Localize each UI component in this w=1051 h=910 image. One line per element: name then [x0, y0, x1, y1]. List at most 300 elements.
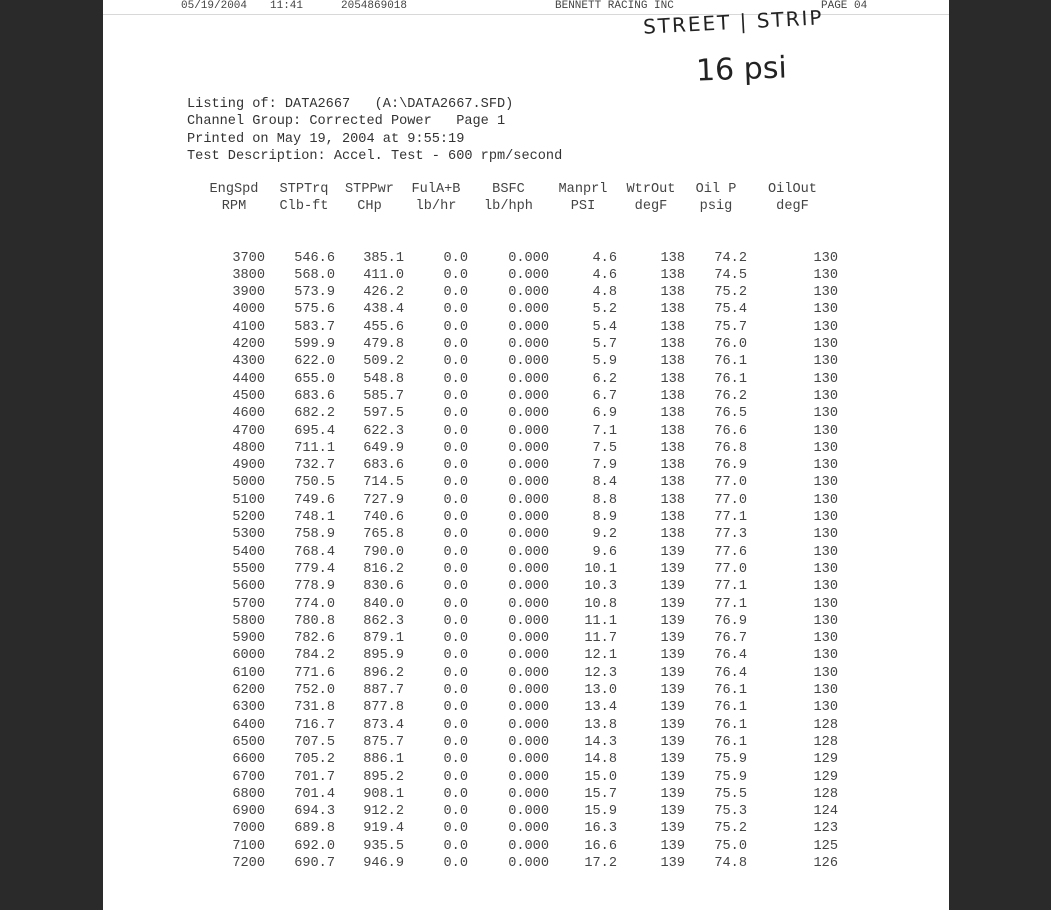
table-cell: 748.1	[294, 510, 335, 526]
table-cell: 138	[660, 285, 685, 301]
fax-time: 11:41	[270, 0, 304, 12]
table-row	[195, 838, 838, 855]
table-row	[195, 630, 838, 647]
table-cell: 6.7	[592, 388, 617, 404]
table-cell: 130	[813, 371, 838, 387]
table-cell: 714.5	[363, 475, 404, 491]
table-cell: 5.2	[592, 302, 617, 318]
table-cell: 0.000	[508, 250, 549, 266]
table-cell: 0.000	[508, 648, 549, 664]
table-cell: 0.0	[443, 838, 468, 854]
table-cell: 75.5	[714, 786, 747, 802]
table-cell: 0.000	[508, 354, 549, 370]
table-cell: 76.9	[714, 613, 747, 629]
table-cell: 0.0	[443, 544, 468, 560]
table-cell: 385.1	[363, 250, 404, 266]
table-cell: 0.0	[443, 683, 468, 699]
table-cell: 139	[660, 717, 685, 733]
table-cell: 6.2	[592, 371, 617, 387]
table-cell: 12.3	[584, 665, 617, 681]
channel-group-line: Channel Group: Corrected Power Page 1	[187, 114, 506, 130]
table-row	[195, 665, 838, 682]
table-cell: 75.2	[714, 285, 747, 301]
table-cell: 0.000	[508, 492, 549, 508]
table-cell: 774.0	[294, 596, 335, 612]
dyno-data-table	[195, 181, 838, 872]
table-cell: 5.9	[592, 354, 617, 370]
table-cell: 705.2	[294, 752, 335, 768]
table-cell: 7200	[232, 855, 265, 871]
table-cell: 130	[813, 319, 838, 335]
table-cell: 0.000	[508, 717, 549, 733]
table-cell: 5.7	[592, 337, 617, 353]
table-cell: 0.000	[508, 285, 549, 301]
table-cell: 16.6	[584, 838, 617, 854]
table-cell: 411.0	[363, 267, 404, 283]
table-cell: 130	[813, 510, 838, 526]
table-cell: 138	[660, 337, 685, 353]
table-row	[195, 717, 838, 734]
table-cell: 139	[660, 665, 685, 681]
table-cell: 707.5	[294, 734, 335, 750]
table-cell: 130	[813, 579, 838, 595]
table-row	[195, 423, 838, 440]
table-cell: 12.1	[584, 648, 617, 664]
table-cell: 0.000	[508, 855, 549, 871]
table-cell: 130	[813, 613, 838, 629]
table-cell: 139	[660, 544, 685, 560]
table-cell: 0.0	[443, 613, 468, 629]
table-cell: 0.0	[443, 440, 468, 456]
table-cell: 701.7	[294, 769, 335, 785]
table-cell: 139	[660, 596, 685, 612]
table-cell: 139	[660, 769, 685, 785]
table-cell: 76.4	[714, 648, 747, 664]
table-cell: 426.2	[363, 285, 404, 301]
table-cell: 946.9	[363, 855, 404, 871]
table-body	[195, 250, 838, 873]
table-cell: 695.4	[294, 423, 335, 439]
table-row	[195, 786, 838, 803]
listing-info	[187, 96, 562, 165]
table-cell: 130	[813, 337, 838, 353]
table-cell: 138	[660, 475, 685, 491]
table-cell: 896.2	[363, 665, 404, 681]
table-cell: 130	[813, 665, 838, 681]
table-cell: 76.4	[714, 665, 747, 681]
table-cell: 0.000	[508, 613, 549, 629]
table-cell: 139	[660, 752, 685, 768]
table-row	[195, 336, 838, 353]
table-cell: 130	[813, 492, 838, 508]
table-cell: 77.1	[714, 596, 747, 612]
table-cell: 0.000	[508, 700, 549, 716]
table-cell: 139	[660, 579, 685, 595]
table-row	[195, 474, 838, 491]
table-cell: 912.2	[363, 804, 404, 820]
table-cell: 76.1	[714, 354, 747, 370]
table-cell: 790.0	[363, 544, 404, 560]
table-cell: 873.4	[363, 717, 404, 733]
table-cell: 0.0	[443, 804, 468, 820]
table-cell: 130	[813, 631, 838, 647]
table-cell: 130	[813, 388, 838, 404]
fax-page: PAGE 04	[821, 0, 868, 12]
table-cell: 875.7	[363, 734, 404, 750]
table-cell: 138	[660, 250, 685, 266]
table-cell: 782.6	[294, 631, 335, 647]
table-cell: 0.000	[508, 786, 549, 802]
table-cell: 76.1	[714, 371, 747, 387]
table-row	[195, 613, 838, 630]
table-cell: 5600	[232, 579, 265, 595]
table-cell: 130	[813, 406, 838, 422]
table-row	[195, 509, 838, 526]
table-row	[195, 388, 838, 405]
table-cell: 649.9	[363, 440, 404, 456]
table-cell: 6.9	[592, 406, 617, 422]
table-cell: 4000	[232, 302, 265, 318]
table-cell: 74.5	[714, 267, 747, 283]
table-cell: 76.9	[714, 458, 747, 474]
table-cell: 546.6	[294, 250, 335, 266]
table-cell: 139	[660, 561, 685, 577]
table-cell: 0.000	[508, 337, 549, 353]
table-cell: 6200	[232, 683, 265, 699]
table-cell: 0.000	[508, 423, 549, 439]
column-header: OilOut degF	[768, 182, 817, 215]
table-row	[195, 596, 838, 613]
table-cell: 749.6	[294, 492, 335, 508]
table-cell: 692.0	[294, 838, 335, 854]
table-cell: 0.000	[508, 388, 549, 404]
column-header: STPPwr CHp	[345, 182, 394, 215]
table-cell: 5200	[232, 510, 265, 526]
table-cell: 0.000	[508, 769, 549, 785]
table-cell: 0.0	[443, 648, 468, 664]
table-cell: 130	[813, 544, 838, 560]
table-cell: 694.3	[294, 804, 335, 820]
table-cell: 585.7	[363, 388, 404, 404]
table-cell: 10.8	[584, 596, 617, 612]
table-row	[195, 751, 838, 768]
table-row	[195, 284, 838, 301]
table-cell: 138	[660, 510, 685, 526]
table-cell: 0.000	[508, 804, 549, 820]
table-cell: 509.2	[363, 354, 404, 370]
table-row	[195, 682, 838, 699]
table-cell: 130	[813, 250, 838, 266]
table-cell: 139	[660, 734, 685, 750]
table-cell: 75.0	[714, 838, 747, 854]
table-cell: 3700	[232, 250, 265, 266]
table-cell: 74.2	[714, 250, 747, 266]
table-cell: 5500	[232, 561, 265, 577]
table-cell: 3900	[232, 285, 265, 301]
table-cell: 0.000	[508, 821, 549, 837]
table-cell: 139	[660, 838, 685, 854]
table-cell: 0.0	[443, 371, 468, 387]
table-cell: 778.9	[294, 579, 335, 595]
table-cell: 0.000	[508, 406, 549, 422]
table-cell: 780.8	[294, 613, 335, 629]
table-header-row	[195, 181, 838, 216]
table-cell: 0.000	[508, 579, 549, 595]
table-cell: 139	[660, 804, 685, 820]
table-cell: 0.000	[508, 665, 549, 681]
table-cell: 130	[813, 561, 838, 577]
listing-line: Listing of: DATA2667 (A:\DATA2667.SFD)	[187, 97, 514, 112]
table-cell: 0.000	[508, 838, 549, 854]
table-cell: 130	[813, 648, 838, 664]
table-cell: 0.000	[508, 734, 549, 750]
table-cell: 138	[660, 302, 685, 318]
table-cell: 130	[813, 458, 838, 474]
table-cell: 123	[813, 821, 838, 837]
fax-phone: 2054869018	[341, 0, 408, 12]
table-cell: 887.7	[363, 683, 404, 699]
table-cell: 548.8	[363, 371, 404, 387]
table-row	[195, 250, 838, 267]
table-row	[195, 647, 838, 664]
table-cell: 0.0	[443, 752, 468, 768]
table-row	[195, 457, 838, 474]
table-cell: 77.0	[714, 561, 747, 577]
table-cell: 0.000	[508, 475, 549, 491]
table-cell: 128	[813, 786, 838, 802]
table-cell: 130	[813, 440, 838, 456]
table-cell: 5400	[232, 544, 265, 560]
table-cell: 130	[813, 700, 838, 716]
table-cell: 139	[660, 786, 685, 802]
table-cell: 138	[660, 458, 685, 474]
table-cell: 732.7	[294, 458, 335, 474]
table-row	[195, 699, 838, 716]
table-cell: 126	[813, 855, 838, 871]
table-cell: 76.8	[714, 440, 747, 456]
table-cell: 138	[660, 527, 685, 543]
table-cell: 0.0	[443, 406, 468, 422]
table-cell: 895.9	[363, 648, 404, 664]
table-cell: 0.0	[443, 267, 468, 283]
table-cell: 15.0	[584, 769, 617, 785]
column-header: BSFC lb/hph	[484, 182, 533, 215]
fax-company: BENNETT RACING INC	[555, 0, 674, 12]
table-cell: 77.0	[714, 492, 747, 508]
table-cell: 75.9	[714, 769, 747, 785]
table-cell: 5000	[232, 475, 265, 491]
table-cell: 0.0	[443, 717, 468, 733]
table-row	[195, 267, 838, 284]
table-cell: 75.4	[714, 302, 747, 318]
table-cell: 5900	[232, 631, 265, 647]
table-cell: 5.4	[592, 319, 617, 335]
table-cell: 568.0	[294, 267, 335, 283]
table-cell: 0.0	[443, 561, 468, 577]
column-header: EngSpd RPM	[209, 182, 259, 215]
table-cell: 130	[813, 475, 838, 491]
table-cell: 455.6	[363, 319, 404, 335]
table-cell: 682.2	[294, 406, 335, 422]
table-cell: 14.3	[584, 734, 617, 750]
table-row	[195, 561, 838, 578]
table-cell: 15.7	[584, 786, 617, 802]
table-cell: 0.000	[508, 527, 549, 543]
column-header: WtrOut degF	[626, 182, 676, 215]
table-row	[195, 769, 838, 786]
table-cell: 4.8	[592, 285, 617, 301]
table-cell: 573.9	[294, 285, 335, 301]
table-cell: 76.6	[714, 423, 747, 439]
table-cell: 4.6	[592, 250, 617, 266]
table-cell: 0.0	[443, 700, 468, 716]
table-cell: 784.2	[294, 648, 335, 664]
table-cell: 0.000	[508, 267, 549, 283]
table-cell: 0.0	[443, 492, 468, 508]
table-cell: 0.0	[443, 319, 468, 335]
table-cell: 765.8	[363, 527, 404, 543]
table-cell: 130	[813, 527, 838, 543]
table-cell: 0.0	[443, 337, 468, 353]
table-row	[195, 319, 838, 336]
table-cell: 0.0	[443, 285, 468, 301]
table-row	[195, 371, 838, 388]
table-cell: 75.9	[714, 752, 747, 768]
table-cell: 138	[660, 388, 685, 404]
table-cell: 0.000	[508, 683, 549, 699]
table-cell: 13.4	[584, 700, 617, 716]
table-cell: 124	[813, 804, 838, 820]
table-cell: 6900	[232, 804, 265, 820]
table-cell: 935.5	[363, 838, 404, 854]
table-cell: 4.6	[592, 267, 617, 283]
table-cell: 6100	[232, 665, 265, 681]
table-row	[195, 440, 838, 457]
table-cell: 4300	[232, 354, 265, 370]
table-cell: 76.0	[714, 337, 747, 353]
table-cell: 125	[813, 838, 838, 854]
table-row	[195, 526, 838, 543]
table-cell: 17.2	[584, 855, 617, 871]
table-cell: 15.9	[584, 804, 617, 820]
table-cell: 4900	[232, 458, 265, 474]
table-cell: 76.1	[714, 717, 747, 733]
table-cell: 731.8	[294, 700, 335, 716]
column-header: FulA+B lb/hr	[411, 182, 461, 215]
table-cell: 13.0	[584, 683, 617, 699]
table-cell: 7.5	[592, 440, 617, 456]
table-cell: 750.5	[294, 475, 335, 491]
table-cell: 879.1	[363, 631, 404, 647]
table-cell: 877.8	[363, 700, 404, 716]
table-cell: 0.000	[508, 752, 549, 768]
table-cell: 128	[813, 734, 838, 750]
table-cell: 711.1	[294, 440, 335, 456]
table-cell: 768.4	[294, 544, 335, 560]
table-cell: 11.7	[584, 631, 617, 647]
table-cell: 4500	[232, 388, 265, 404]
table-cell: 5100	[232, 492, 265, 508]
table-cell: 138	[660, 492, 685, 508]
table-cell: 0.0	[443, 354, 468, 370]
table-cell: 10.1	[584, 561, 617, 577]
table-cell: 74.8	[714, 855, 747, 871]
table-cell: 0.0	[443, 388, 468, 404]
table-cell: 75.7	[714, 319, 747, 335]
table-cell: 0.0	[443, 596, 468, 612]
table-row	[195, 301, 838, 318]
table-cell: 138	[660, 406, 685, 422]
table-row	[195, 803, 838, 820]
table-cell: 701.4	[294, 786, 335, 802]
table-cell: 0.0	[443, 527, 468, 543]
table-cell: 4800	[232, 440, 265, 456]
table-cell: 583.7	[294, 319, 335, 335]
table-cell: 0.0	[443, 734, 468, 750]
table-cell: 130	[813, 354, 838, 370]
table-cell: 76.1	[714, 700, 747, 716]
table-cell: 0.0	[443, 786, 468, 802]
table-cell: 4700	[232, 423, 265, 439]
table-cell: 130	[813, 596, 838, 612]
table-cell: 8.8	[592, 492, 617, 508]
table-cell: 77.0	[714, 475, 747, 491]
table-cell: 6700	[232, 769, 265, 785]
table-cell: 771.6	[294, 665, 335, 681]
table-cell: 6800	[232, 786, 265, 802]
table-cell: 683.6	[363, 458, 404, 474]
table-cell: 758.9	[294, 527, 335, 543]
table-cell: 4600	[232, 406, 265, 422]
table-cell: 0.0	[443, 423, 468, 439]
table-cell: 727.9	[363, 492, 404, 508]
table-cell: 138	[660, 423, 685, 439]
table-cell: 77.1	[714, 579, 747, 595]
table-cell: 4200	[232, 337, 265, 353]
table-cell: 6400	[232, 717, 265, 733]
table-cell: 76.2	[714, 388, 747, 404]
table-cell: 689.8	[294, 821, 335, 837]
table-cell: 830.6	[363, 579, 404, 595]
table-cell: 13.8	[584, 717, 617, 733]
table-cell: 886.1	[363, 752, 404, 768]
table-cell: 599.9	[294, 337, 335, 353]
table-row	[195, 544, 838, 561]
table-cell: 130	[813, 285, 838, 301]
table-cell: 130	[813, 267, 838, 283]
table-cell: 6500	[232, 734, 265, 750]
table-cell: 0.0	[443, 302, 468, 318]
table-cell: 683.6	[294, 388, 335, 404]
table-cell: 139	[660, 855, 685, 871]
table-cell: 438.4	[363, 302, 404, 318]
document-page	[103, 0, 949, 910]
table-cell: 3800	[232, 267, 265, 283]
table-cell: 5700	[232, 596, 265, 612]
table-cell: 5800	[232, 613, 265, 629]
table-cell: 77.1	[714, 510, 747, 526]
test-description-line: Test Description: Accel. Test - 600 rpm/second	[187, 148, 563, 164]
table-cell: 716.7	[294, 717, 335, 733]
table-cell: 7.1	[592, 423, 617, 439]
table-cell: 479.8	[363, 337, 404, 353]
table-cell: 139	[660, 631, 685, 647]
table-cell: 622.3	[363, 423, 404, 439]
table-cell: 0.000	[508, 302, 549, 318]
table-row	[195, 578, 838, 595]
table-cell: 9.2	[592, 527, 617, 543]
table-cell: 129	[813, 752, 838, 768]
